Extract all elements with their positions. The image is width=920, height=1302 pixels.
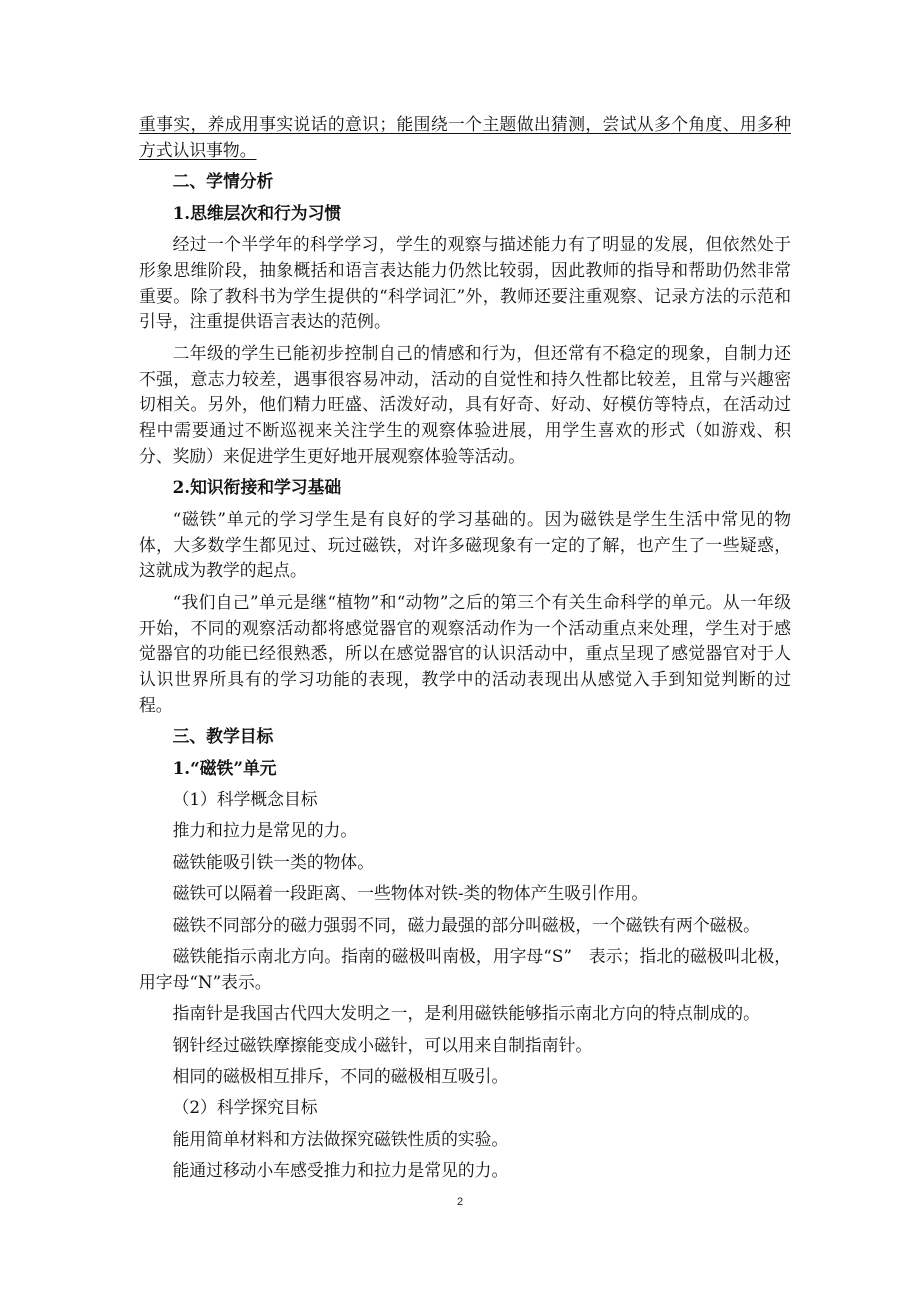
- concept-item: 磁铁能指示南北方向。指南的磁极叫南极，用字母“S” 表示；指北的磁极叫北极，用字母“N”表示。: [139, 946, 791, 992]
- section-heading-learner-analysis: 二、学情分析: [172, 171, 274, 192]
- concept-item: 磁铁能吸引铁一类的物体。: [172, 851, 374, 872]
- paragraph: 二年级的学生已能初步控制自己的情感和行为，但还常有不稳定的现象，自制力还不强，意志力较差，遇事很容易冲动，活动的自觉性和持久性都比较差，且常与兴趣密切相关。另外，他们精力旺盛、活泼好动，具有好奇、好动、好模仿等特点，在活动过程中需要通过不断巡视来关注学生的观察体验进展，用学生喜欢的形式（如游戏、积分、奖励）来促进学生更好地开展观察体验等活动。: [139, 342, 791, 466]
- continued-paragraph: 重事实，养成用事实说话的意识；能围绕一个主题做出猜测，尝试从多个角度、用多种方式认识事物。: [139, 114, 791, 160]
- subheading-magnet-unit: 1.“磁铁”单元: [172, 757, 277, 778]
- inquiry-item: 能通过移动小车感受推力和拉力是常见的力。: [172, 1160, 509, 1181]
- page-number: 2: [456, 1196, 464, 1208]
- document-body: [139, 112, 791, 1190]
- inquiry-goals-heading: （2）科学探究目标: [172, 1097, 318, 1118]
- concept-item: 指南针是我国古代四大发明之一，是利用磁铁能够指示南北方向的特点制成的。: [172, 1003, 760, 1024]
- paragraph: 经过一个半学年的科学学习，学生的观察与描述能力有了明显的发展，但依然处于形象思维阶段，抽象概括和语言表达能力仍然比较弱，因此教师的指导和帮助仍然非常重要。除了教科书为学生提供的“科学词汇”外，教师还要注重观察、记录方法的示范和引导，注重提供语言表达的范例。: [139, 233, 791, 332]
- subheading-knowledge-foundation: 2.知识衔接和学习基础: [172, 477, 342, 498]
- concept-goals-heading: （1）科学概念目标: [172, 789, 318, 810]
- concept-item: 钢针经过磁铁摩擦能变成小磁针，可以用来自制指南针。: [172, 1034, 593, 1055]
- paragraph: “磁铁”单元的学习学生是有良好的学习基础的。因为磁铁是学生生活中常见的物体，大多数学生都见过、玩过磁铁，对许多磁现象有一定的了解，也产生了一些疑惑，这就成为教学的起点。: [139, 508, 791, 581]
- concept-item: 推力和拉力是常见的力。: [172, 820, 358, 841]
- concept-item: 磁铁不同部分的磁力强弱不同，磁力最强的部分叫磁极，一个磁铁有两个磁极。: [172, 914, 760, 935]
- concept-item: 磁铁可以隔着一段距离、一些物体对铁-类的物体产生吸引作用。: [172, 883, 649, 904]
- section-heading-teaching-goals: 三、教学目标: [172, 726, 274, 747]
- paragraph: “我们自己”单元是继“植物”和“动物”之后的第三个有关生命科学的单元。从一年级开始，不同的观察活动都将感觉器官的观察活动作为一个活动重点来处理，学生对于感觉器官的功能已经很熟悉，所以在感觉器官的认识活动中，重点呈现了感觉器官对于人认识世界所具有的学习功能的表现，教学中的活动表现出从感觉入手到知觉判断的过程。: [139, 591, 791, 715]
- concept-item: 相同的磁极相互排斥，不同的磁极相互吸引。: [172, 1065, 509, 1086]
- inquiry-item: 能用简单材料和方法做探究磁铁性质的实验。: [172, 1128, 509, 1149]
- subheading-thinking-habits: 1.思维层次和行为习惯: [172, 202, 342, 223]
